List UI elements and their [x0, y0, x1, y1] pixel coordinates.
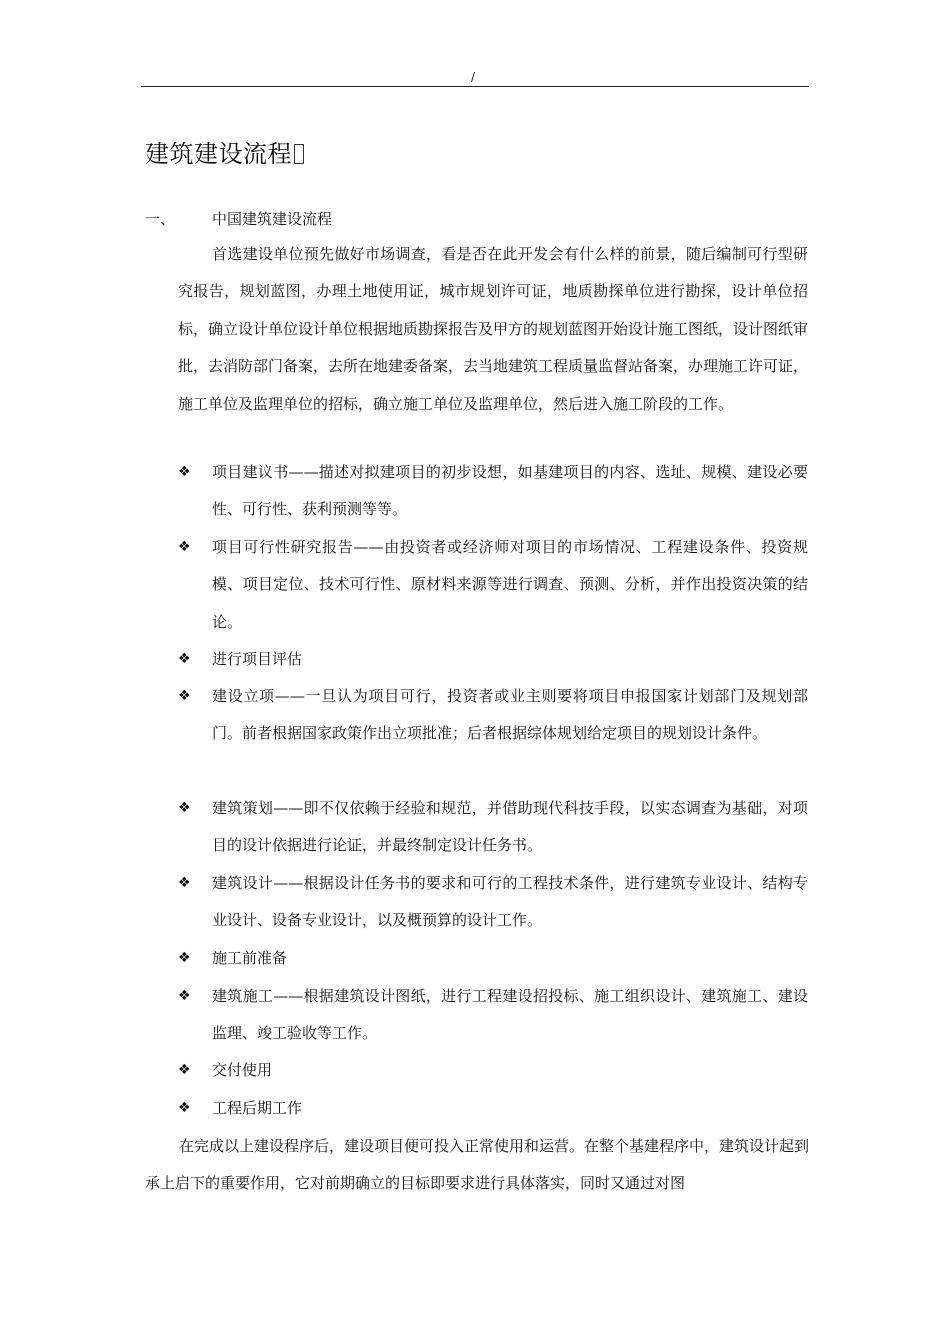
bullet-item [178, 678, 810, 753]
diamond-bullet-icon: ❖ [178, 1062, 191, 1078]
bullet-text: 工程后期工作 [212, 1099, 303, 1117]
document-title-text: 建筑建设流程 [145, 140, 292, 168]
diamond-bullet-icon: ❖ [178, 688, 191, 704]
diamond-bullet-icon: ❖ [178, 539, 191, 555]
document-title-tail-glyph [294, 144, 304, 164]
diamond-bullet-icon: ❖ [178, 651, 191, 667]
bullet-text: 项目可行性研究报告——由投资者或经济师对项目的市场情况、工程建设条件、投资规模、项目定位、技术可行性、原材料来源等进行调查、预测、分析，并作出投资决策的结论。 [212, 538, 808, 631]
document-title [145, 139, 304, 169]
bullet-text: 建筑设计——根据设计任务书的要求和可行的工程技术条件，进行建筑专业设计、结构专业设计、设备专业设计，以及概预算的设计工作。 [212, 874, 808, 930]
diamond-bullet-icon: ❖ [178, 800, 191, 816]
bullet-item [178, 1090, 810, 1127]
closing-paragraph: 在完成以上建设程序后，建设项目便可投入正常使用和运营。在整个基建程序中，建筑设计起到承上启下的重要作用，它对前期确立的目标即要求进行具体落实，同时又通过对图 [145, 1137, 810, 1193]
bullet-item [178, 641, 810, 678]
diamond-bullet-icon: ❖ [178, 988, 191, 1004]
bullet-text: 建筑策划——即不仅依赖于经验和规范，并借助现代科技手段，以实态调查为基础，对项目的设计依据进行论证，并最终制定设计任务书。 [212, 799, 808, 855]
bullet-item [178, 978, 810, 1053]
header-rule [141, 86, 809, 87]
diamond-bullet-icon: ❖ [178, 875, 191, 891]
bullet-text: 项目建议书——描述对拟建项目的初步设想，如基建项目的内容、选址、规模、建设必要性、可行性、获利预测等等。 [212, 463, 808, 519]
bullet-text: 建设立项——一旦认为项目可行，投资者或业主则要将项目申报国家计划部门及规划部门。前者根据国家政策作出立项批准；后者根据综体规划给定项目的规划设计条件。 [212, 687, 808, 743]
bullet-text: 交付使用 [212, 1061, 273, 1079]
diamond-bullet-icon: ❖ [178, 950, 191, 966]
bullet-text: 施工前准备 [212, 949, 288, 967]
bullet-item [178, 529, 810, 641]
bullet-item [178, 1052, 810, 1089]
bullet-text: 进行项目评估 [212, 650, 303, 668]
diamond-bullet-icon: ❖ [178, 464, 191, 480]
section-intro-paragraph: 首选建设单位预先做好市场调查，看是否在此开发会有什么样的前景，随后编制可行型研究报告，规划蓝图，办理土地使用证，城市规划许可证，地质勘探单位进行勘探，设计单位招标，确立设计单位设计单位根据地质勘探报告及甲方的规划蓝图开始设计施工图纸，设计图纸审批，去消防部门备案，去所在地建委备案，去当地建筑工程质量监督站备案，办理施工许可证，施工单位及监理单位的招标，确立施工单位及监理单位，然后进入施工阶段的工作。 [178, 245, 809, 413]
bullet-item [178, 940, 810, 977]
diamond-bullet-icon: ❖ [178, 1100, 191, 1116]
bullet-item [178, 790, 810, 865]
bullet-text: 建筑施工——根据建筑设计图纸，进行工程建设招投标、施工组织设计、建筑施工、建设监理、竣工验收等工作。 [212, 987, 808, 1043]
bullet-item [178, 865, 810, 940]
section-number: 一、 [145, 210, 176, 228]
bullet-item [178, 454, 810, 529]
header-mark: / [471, 70, 476, 84]
section-heading: 中国建筑建设流程 [212, 210, 333, 228]
